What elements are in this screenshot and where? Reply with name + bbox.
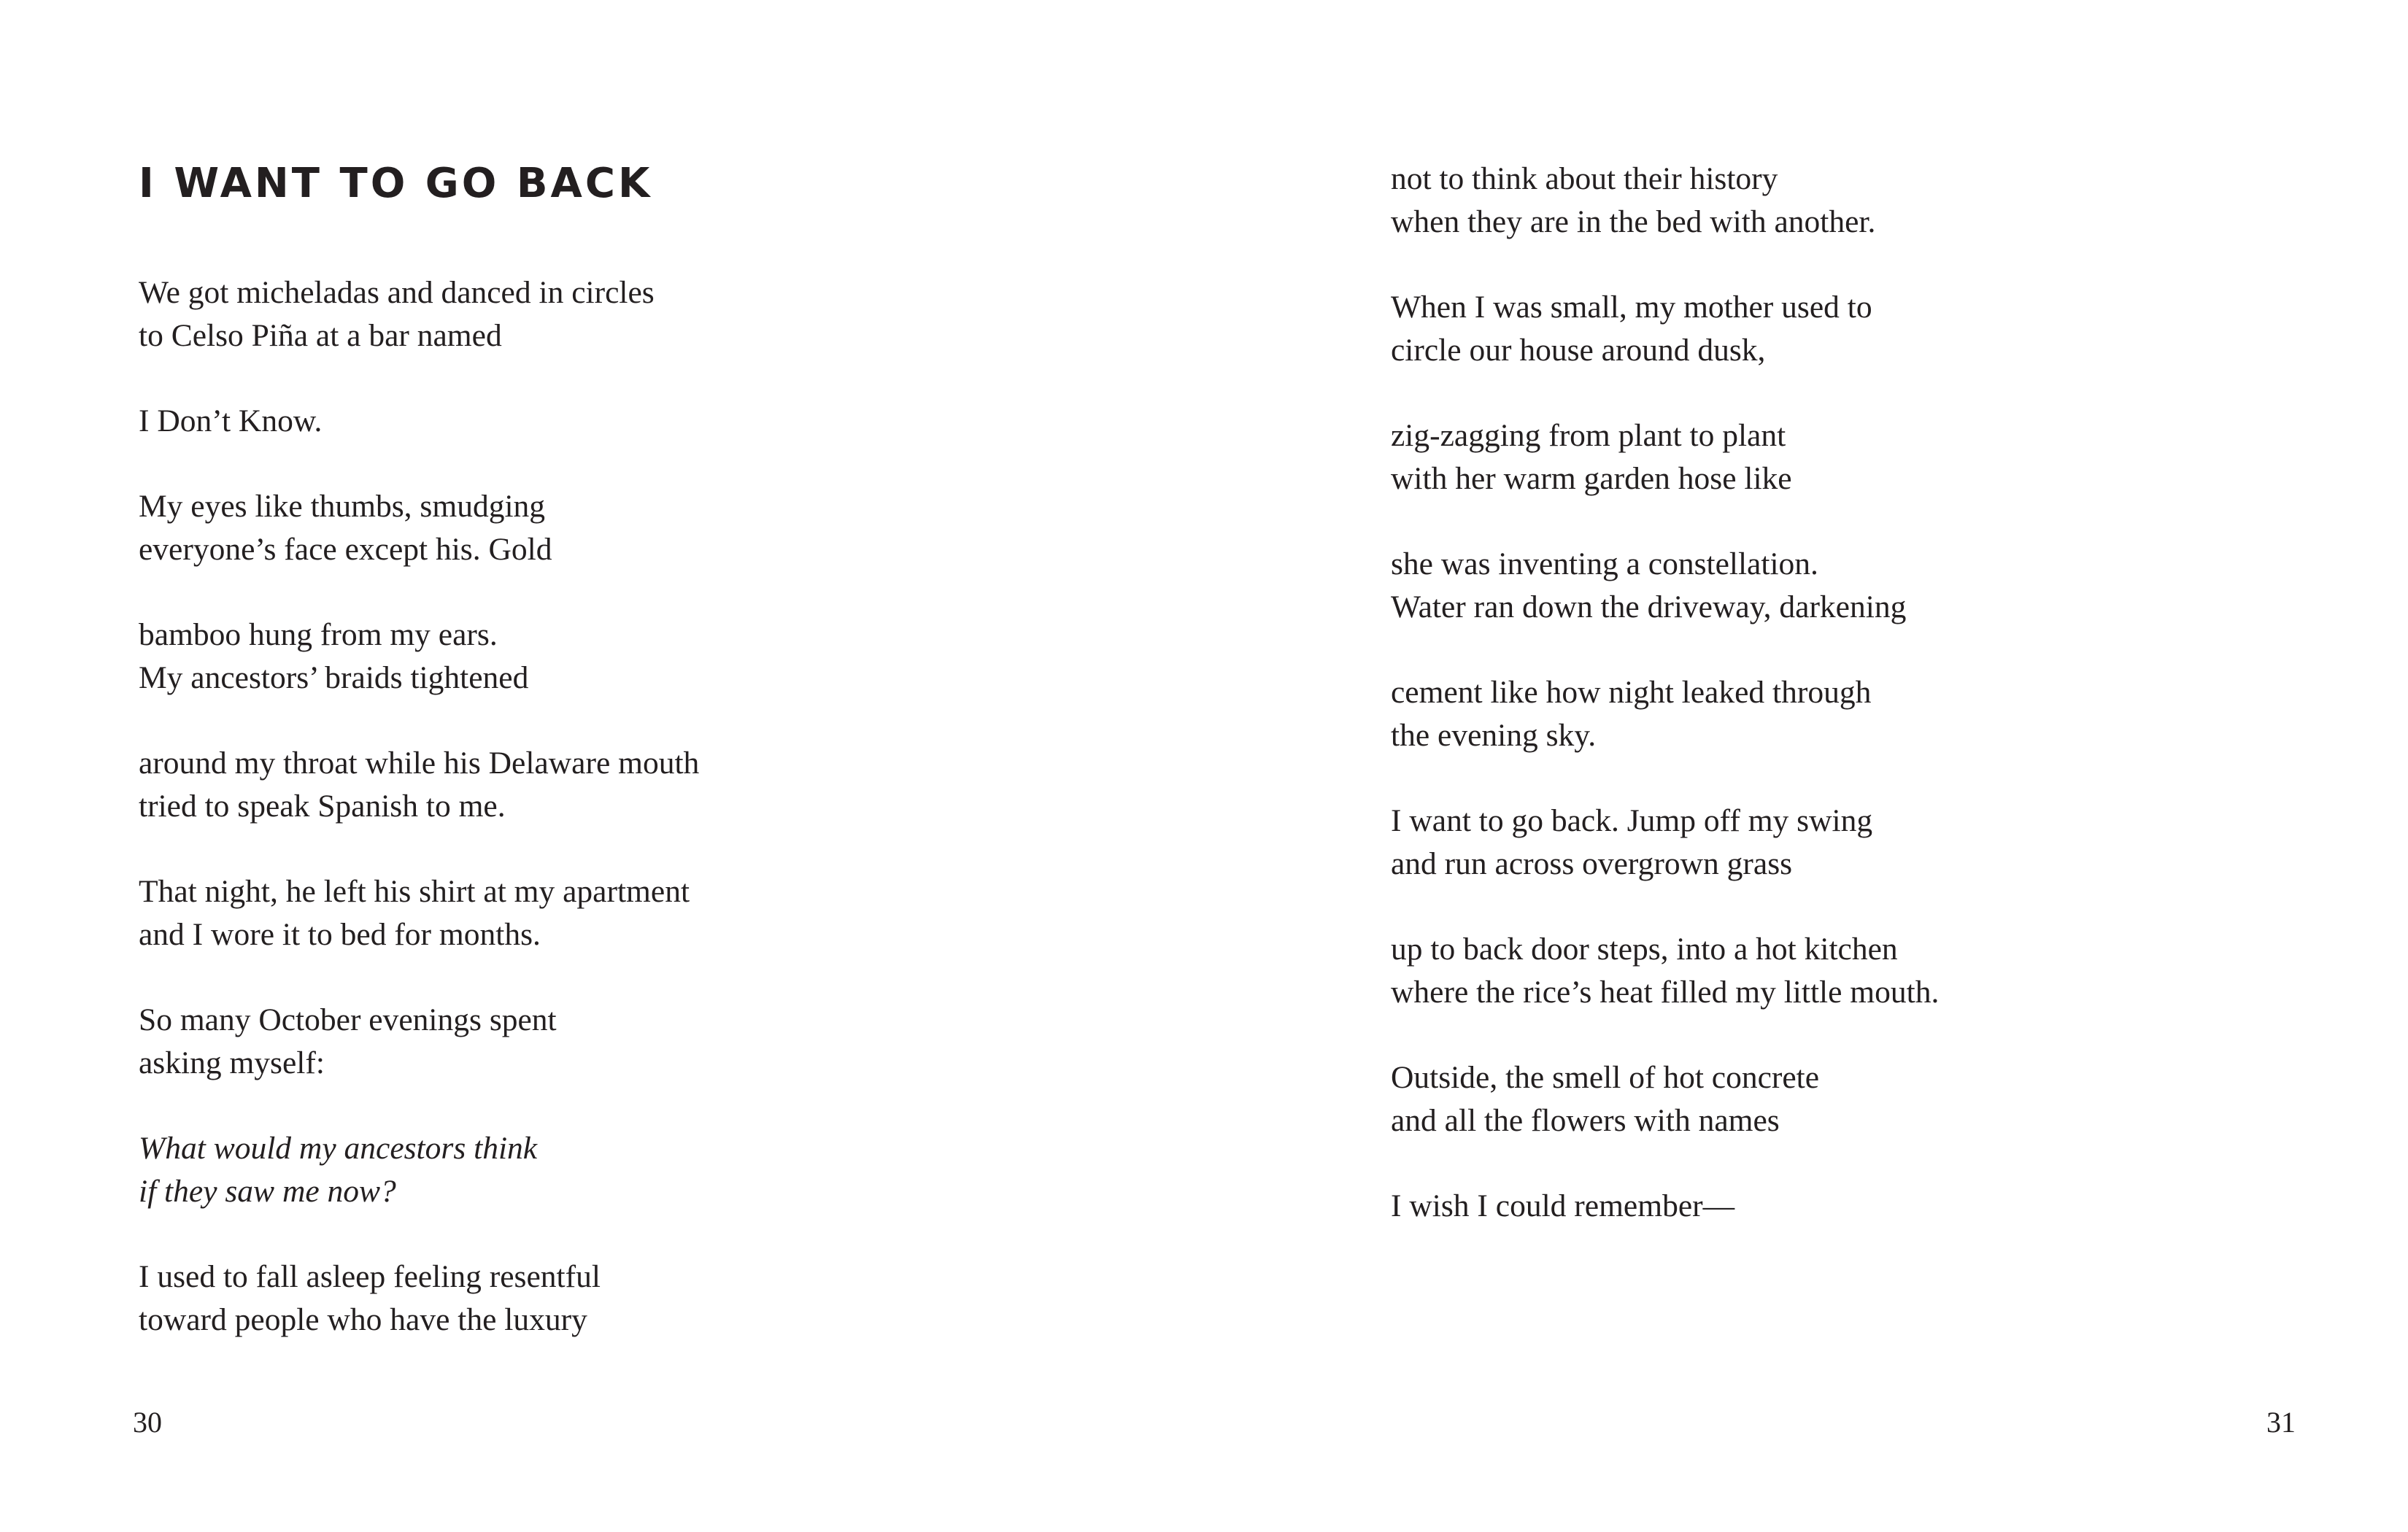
- right-page: [1204, 0, 2408, 1532]
- poem-line: When I was small, my mother used to: [1391, 290, 1872, 325]
- stanza: [139, 400, 699, 443]
- poem-line: I want to go back. Jump off my swing: [1391, 803, 1873, 838]
- stanza: [139, 1256, 699, 1342]
- stanza: [139, 1127, 699, 1213]
- stanza: [1391, 928, 1939, 1014]
- stanza: [139, 614, 699, 700]
- poem-line: and run across overgrown grass: [1391, 846, 1793, 881]
- poem-line: toward people who have the luxury: [139, 1302, 587, 1337]
- stanza: [139, 999, 699, 1085]
- poem-line: everyone’s face except his. Gold: [139, 532, 552, 567]
- poem-line: and all the flowers with names: [1391, 1103, 1780, 1138]
- poem-body-left: [139, 271, 699, 1384]
- poem-line: I wish I could remember—: [1391, 1188, 1735, 1223]
- poem-line: around my throat while his Delaware mouth: [139, 746, 700, 781]
- stanza: [1391, 286, 1939, 372]
- poem-line: if they saw me now?: [139, 1174, 396, 1209]
- poem-line: cement like how night leaked through: [1391, 675, 1872, 710]
- poem-line: My ancestors’ braids tightened: [139, 660, 529, 695]
- stanza: [1391, 671, 1939, 757]
- stanza: [139, 271, 699, 357]
- page-number-left: 30: [133, 1406, 162, 1439]
- poem-title: I WANT TO GO BACK: [139, 160, 653, 207]
- poem-line: What would my ancestors think: [139, 1131, 538, 1166]
- stanza: [139, 742, 699, 828]
- poem-line: tried to speak Spanish to me.: [139, 789, 506, 824]
- stanza: [1391, 800, 1939, 886]
- poem-line: circle our house around dusk,: [1391, 333, 1766, 368]
- stanza: [1391, 543, 1939, 629]
- stanza: [139, 870, 699, 956]
- stanza: [1391, 1185, 1939, 1228]
- stanza: [1391, 158, 1939, 244]
- poem-line: bamboo hung from my ears.: [139, 617, 498, 652]
- poem-line: not to think about their history: [1391, 161, 1778, 196]
- poem-line: and I wore it to bed for months.: [139, 917, 541, 952]
- stanza: [1391, 414, 1939, 500]
- poem-line: where the rice’s heat filled my little mouth.: [1391, 975, 1940, 1010]
- poem-line: with her warm garden hose like: [1391, 461, 1792, 496]
- stanza: [139, 485, 699, 571]
- poem-line: asking myself:: [139, 1045, 325, 1080]
- poem-line: I used to fall asleep feeling resentful: [139, 1259, 601, 1294]
- poem-line: I Don’t Know.: [139, 403, 323, 438]
- poem-line: Outside, the smell of hot concrete: [1391, 1060, 1820, 1095]
- poem-line: So many October evenings spent: [139, 1002, 557, 1037]
- stanza: [1391, 1056, 1939, 1142]
- poem-line: That night, he left his shirt at my apartment: [139, 874, 690, 909]
- poem-line: the evening sky.: [1391, 718, 1597, 753]
- poem-line: to Celso Piña at a bar named: [139, 318, 502, 353]
- poem-line: Water ran down the driveway, darkening: [1391, 589, 1907, 624]
- poem-line: My eyes like thumbs, smudging: [139, 489, 546, 524]
- poem-line: zig-zagging from plant to plant: [1391, 418, 1786, 453]
- poem-line: she was inventing a constellation.: [1391, 546, 1818, 581]
- page-number-right: 31: [2266, 1406, 2296, 1439]
- poem-body-right: [1391, 158, 1939, 1270]
- poem-line: when they are in the bed with another.: [1391, 204, 1876, 239]
- poem-line: up to back door steps, into a hot kitchen: [1391, 932, 1898, 967]
- poem-line: We got micheladas and danced in circles: [139, 275, 655, 310]
